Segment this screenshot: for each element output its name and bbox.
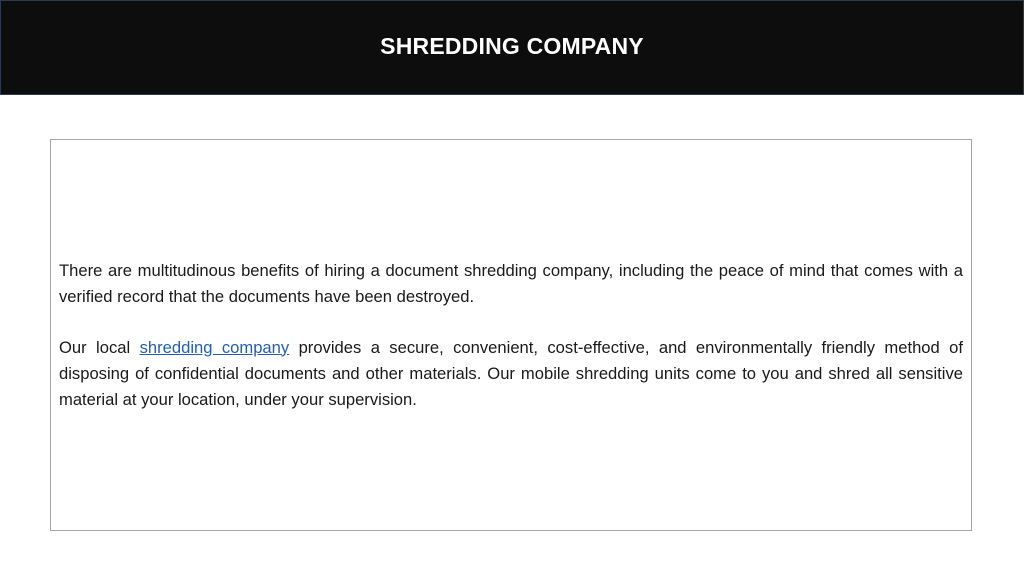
paragraph-services bbox=[59, 335, 963, 413]
content-box bbox=[50, 139, 972, 531]
title-bar bbox=[0, 0, 1024, 95]
paragraph-services-prefix: Our local bbox=[59, 337, 140, 357]
paragraph-services-suffix: provides a secure, convenient, cost-effective, and environmentally friendly method of disposing of confidential documents and other materials. Our mobile shredding units come to you and shred all sensitive material at your location, under your supervision. bbox=[59, 337, 963, 409]
page-title: SHREDDING COMPANY bbox=[380, 32, 644, 59]
paragraph-benefits: There are multitudinous benefits of hiring a document shredding company, including the peace of mind that comes with a verified record that the documents have been destroyed. bbox=[59, 260, 963, 306]
shredding-company-link[interactable]: shredding company bbox=[139, 337, 290, 357]
